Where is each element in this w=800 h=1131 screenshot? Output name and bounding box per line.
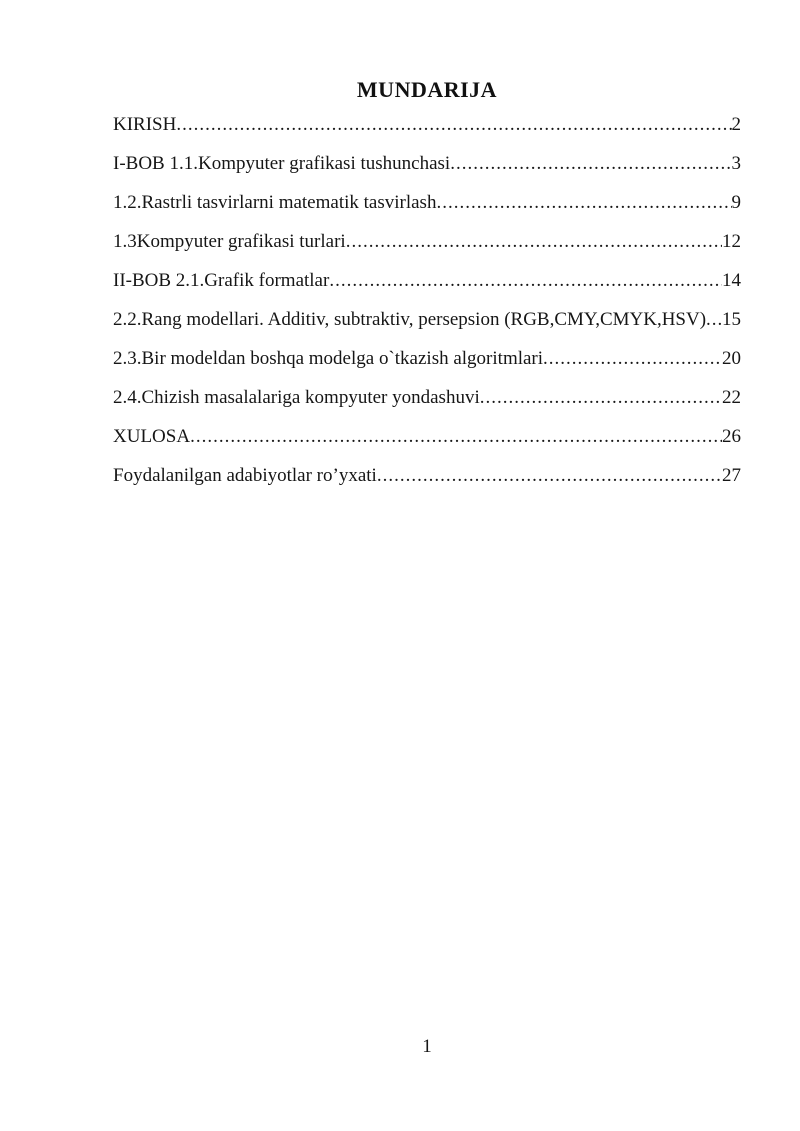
toc-leader-dots	[436, 183, 731, 222]
toc-entry	[113, 183, 741, 222]
toc-entry	[113, 105, 741, 144]
toc-entry-label: 2.4.Chizish masalalariga kompyuter yondashuvi	[113, 387, 480, 408]
toc-entry-label: 1.3Kompyuter grafikasi turlari	[113, 231, 346, 252]
toc-leader-dots	[450, 144, 731, 183]
toc-entry-label: I-BOB 1.1.Kompyuter grafikasi tushunchasi	[113, 153, 451, 174]
toc-entry-page: 14	[722, 270, 741, 291]
toc-entry-page: 20	[722, 348, 741, 369]
toc-entry-page: 3	[731, 153, 741, 174]
toc-entry-page: 2	[731, 114, 741, 135]
toc-leader-dots	[480, 378, 722, 417]
toc-entry	[113, 378, 741, 417]
page-title: MUNDARIJA	[356, 77, 498, 102]
toc-entry-label: 2.3.Bir modeldan boshqa modelga o`tkazish algoritmlari	[113, 348, 544, 369]
toc-entry-page: 27	[722, 465, 741, 486]
toc-leader-dots	[377, 456, 722, 495]
toc-entry-label: XULOSA	[113, 426, 191, 447]
toc-entry-page: 15	[722, 309, 741, 330]
toc-entry	[113, 261, 741, 300]
toc-entry-page: 22	[722, 387, 741, 408]
toc-leader-dots	[190, 417, 722, 456]
toc-entry-page: 26	[722, 426, 741, 447]
toc-entry	[113, 417, 741, 456]
document-content	[113, 78, 741, 495]
toc-entry	[113, 144, 741, 183]
toc-entry-label: 1.2.Rastrli tasvirlarni matematik tasvirlash	[113, 192, 437, 213]
toc-leader-dots	[346, 222, 722, 261]
table-of-contents	[113, 105, 741, 495]
toc-entry	[113, 222, 741, 261]
toc-entry-label: 2.2.Rang modellari. Additiv, subtraktiv, persepsion (RGB,CMY,CMYK,HSV)	[113, 309, 707, 330]
toc-leader-dots	[543, 339, 722, 378]
toc-entry	[113, 300, 741, 339]
footer-page-number: 1	[422, 1036, 432, 1057]
toc-entry-label: Foydalanilgan adabiyotlar ro’yxati	[113, 465, 377, 486]
toc-entry-label: II-BOB 2.1.Grafik formatlar	[113, 270, 330, 291]
toc-entry-page: 12	[722, 231, 741, 252]
toc-leader-dots	[329, 261, 722, 300]
toc-entry-label: KIRISH	[113, 114, 177, 135]
toc-entry	[113, 456, 741, 495]
toc-leader-dots	[706, 300, 722, 339]
toc-entry	[113, 339, 741, 378]
toc-leader-dots	[176, 105, 731, 144]
toc-entry-page: 9	[731, 192, 741, 213]
